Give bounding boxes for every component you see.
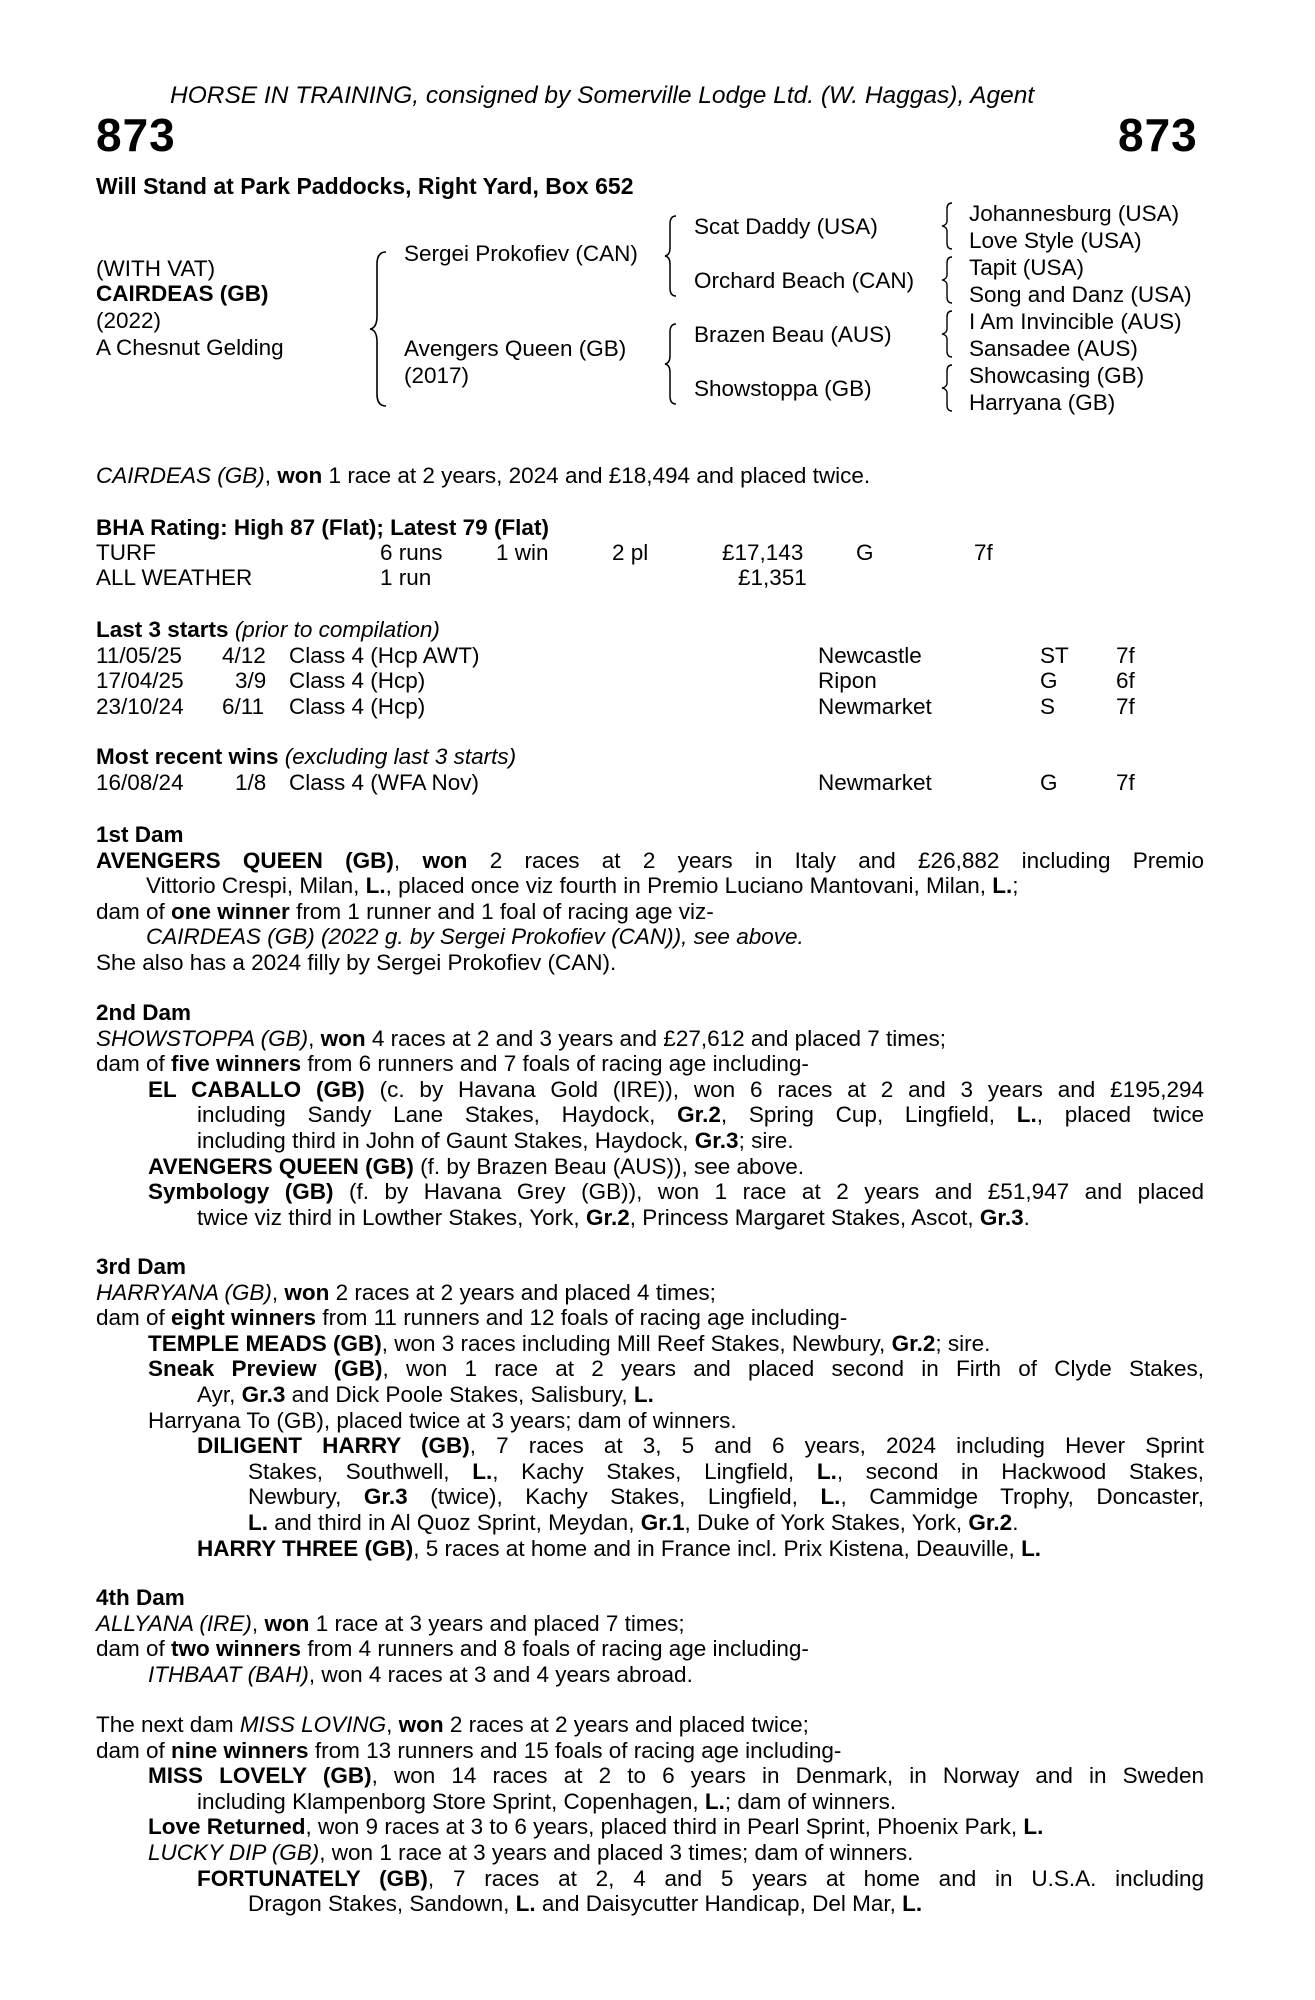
- text: .: [1023, 1204, 1030, 1230]
- text: , won 14 races at 2 to 6 years in Denmark, in Norway and in Sweden: [371, 1763, 1204, 1789]
- text: 1 race at 3 years and placed 7 times;: [309, 1610, 685, 1636]
- next-dam-section: [96, 1712, 1204, 1917]
- vat-note: (WITH VAT): [96, 256, 216, 281]
- text: , won 9 races at 3 to 6 years, placed third in Pearl Sprint, Phoenix Park,: [305, 1814, 1024, 1840]
- dam-line: AVENGERS QUEEN (GB), won 2 races at 2 years in Italy and £26,882 including Premio: [96, 847, 1204, 873]
- dam-sire: Brazen Beau (AUS): [694, 322, 892, 347]
- start-date: 11/05/25: [96, 643, 182, 668]
- sire-dam: Orchard Beach (CAN): [694, 268, 915, 293]
- winners-count: nine winners: [171, 1737, 309, 1763]
- dam-name: ALLYANA (IRE): [96, 1610, 252, 1636]
- text: from 6 runners and 7 foals of racing age including-: [301, 1051, 809, 1077]
- progeny-line: [96, 1179, 1204, 1205]
- text: twice viz third in Lowther Stakes, York,: [197, 1204, 586, 1230]
- gen3-3: Tapit (USA): [969, 255, 1085, 280]
- text: 2 races at 2 years and placed 4 times;: [329, 1279, 716, 1305]
- progeny-name: AVENGERS QUEEN (GB): [148, 1153, 414, 1179]
- text: , 5 races at home and in France incl. Prix Kistena, Deauville,: [413, 1535, 1022, 1561]
- winners-count: two winners: [171, 1636, 302, 1662]
- dam-line: [96, 1738, 1204, 1764]
- win-distance: 7f: [1116, 770, 1135, 795]
- section-title: 1st Dam: [96, 822, 184, 847]
- gen3-brace-2: [940, 255, 954, 305]
- start-position: 3/9: [235, 668, 267, 693]
- progeny-line: [96, 1814, 1204, 1840]
- listed-label: L.: [1021, 1535, 1042, 1561]
- start-course: Ripon: [818, 668, 877, 693]
- text: from 1 runner and 1 foal of racing age viz-: [289, 898, 714, 924]
- grade-label: Gr.3: [363, 1484, 408, 1510]
- text: , placed twice: [1036, 1102, 1205, 1128]
- won-label: won: [422, 847, 468, 873]
- progeny-line: [96, 1662, 1204, 1688]
- progeny-line: [96, 1789, 1204, 1815]
- progeny-name: MISS LOVELY (GB): [148, 1763, 372, 1789]
- gen3-brace-4: [940, 363, 954, 413]
- gen3-brace-1: [940, 201, 954, 251]
- start-date: 23/10/24: [96, 694, 184, 719]
- progeny-line: [96, 1433, 1204, 1459]
- win-course: Newmarket: [818, 770, 932, 795]
- text: , Spring Cup, Lingfield,: [720, 1102, 1017, 1128]
- progeny-line: [96, 1102, 1204, 1128]
- progeny-name: Sneak Preview (GB): [148, 1356, 383, 1382]
- listed-label: L.: [633, 1381, 654, 1407]
- listed-label: L.: [1016, 1102, 1037, 1128]
- text: , Kachy Stakes, Lingfield,: [492, 1458, 817, 1484]
- first-dam-section: [96, 822, 1204, 976]
- summary-won: won: [277, 463, 323, 488]
- fourth-dam-section: [96, 1585, 1204, 1687]
- win-class: Class 4 (WFA Nov): [289, 770, 480, 795]
- text: Stakes, Southwell,: [248, 1458, 473, 1484]
- recent-note: (excluding last 3 starts): [278, 744, 517, 769]
- start-date: 17/04/25: [96, 668, 184, 693]
- sire-sire: Scat Daddy (USA): [694, 214, 878, 239]
- start-going: G: [1040, 668, 1058, 693]
- listed-label: L.: [704, 1788, 725, 1814]
- gen3-6: Sansadee (AUS): [969, 336, 1138, 361]
- text: , won 1 race at 3 years and placed 3 times; dam of winners.: [319, 1839, 914, 1865]
- progeny-line: [96, 1382, 1204, 1408]
- text: ; sire.: [935, 1330, 991, 1356]
- text: including Klampenborg Store Sprint, Copenhagen,: [197, 1788, 705, 1814]
- text: from 4 runners and 8 foals of racing age including-: [301, 1636, 809, 1662]
- winners-count: one winner: [171, 898, 290, 924]
- text: .: [1012, 1509, 1019, 1535]
- win-date: 16/08/24: [96, 770, 184, 795]
- text: ,: [386, 1712, 399, 1737]
- text: 2 races at 2 years and placed twice;: [443, 1712, 809, 1737]
- rating-cell: 1 run: [380, 565, 432, 590]
- text: and Daisycutter Handicap, Del Mar,: [535, 1891, 903, 1917]
- start-position: 6/11: [222, 694, 265, 719]
- won-label: won: [320, 1025, 366, 1051]
- progeny-line: [96, 1536, 1204, 1562]
- recent-title: [96, 744, 516, 770]
- gen3-1: Johannesburg (USA): [969, 201, 1180, 226]
- progeny-line: [96, 1510, 1204, 1536]
- listed-label: L.: [248, 1509, 268, 1535]
- summary-sep: ,: [264, 463, 278, 488]
- main-brace: [368, 250, 390, 408]
- dam-line: ALLYANA (IRE), won 1 race at 3 years and placed 7 times;: [96, 1610, 685, 1636]
- rating-cell: ALL WEATHER: [96, 565, 253, 590]
- third-dam-section: [96, 1254, 1204, 1561]
- dam-name: SHOWSTOPPA (GB): [96, 1025, 309, 1051]
- text: , won 4 races at 3 and 4 years abroad.: [308, 1661, 693, 1687]
- text: dam of: [96, 1737, 172, 1763]
- dam-line: [96, 899, 1204, 925]
- gen3-8: Harryana (GB): [969, 390, 1116, 415]
- text: Ayr,: [197, 1381, 242, 1407]
- listed-label: L.: [992, 873, 1013, 899]
- dam-line: [96, 1051, 1204, 1077]
- rating-cell: 2 pl: [612, 540, 649, 565]
- text: , won 1 race at 2 years and placed second in Firth of Clyde Stakes,: [382, 1356, 1204, 1382]
- dam-name: HARRYANA (GB): [96, 1279, 272, 1305]
- listed-label: L.: [902, 1891, 923, 1917]
- last3-title-text: Last 3 starts: [96, 617, 229, 642]
- dam-line: [96, 1636, 1204, 1662]
- progeny-name: Love Returned: [148, 1814, 306, 1840]
- section-title: 2nd Dam: [96, 1000, 192, 1025]
- sire-brace: [663, 214, 679, 298]
- text: (c. by Havana Gold (IRE)), won 6 races at 2 and 3 years and £195,294: [364, 1076, 1204, 1102]
- text: (twice), Kachy Stakes, Lingfield,: [407, 1484, 821, 1510]
- dam-line: SHOWSTOPPA (GB), won 4 races at 2 and 3 years and £27,612 and placed 7 times;: [96, 1025, 947, 1051]
- rating-cell: TURF: [96, 540, 156, 565]
- grade-label: Gr.2: [891, 1330, 936, 1356]
- listed-label: L.: [816, 1458, 837, 1484]
- progeny-line: [96, 1840, 1204, 1866]
- recent-title-text: Most recent wins: [96, 744, 279, 769]
- text: (f. by Brazen Beau (AUS)), see above.: [413, 1153, 805, 1179]
- grade-label: Gr.1: [640, 1509, 685, 1535]
- dam-line: HARRYANA (GB), won 2 races at 2 years and placed 4 times;: [96, 1279, 716, 1305]
- horse-name: CAIRDEAS (GB): [96, 281, 269, 306]
- text: , placed once viz fourth in Premio Luciano Mantovani, Milan,: [385, 873, 993, 899]
- sire: Sergei Prokofiev (CAN): [404, 241, 638, 266]
- gen3-7: Showcasing (GB): [969, 363, 1145, 388]
- start-class: Class 4 (Hcp AWT): [289, 643, 480, 668]
- progeny-name: EL CABALLO (GB): [148, 1076, 365, 1102]
- rating-title: BHA Rating: High 87 (Flat); Latest 79 (Flat): [96, 515, 549, 540]
- start-class: Class 4 (Hcp): [289, 694, 426, 719]
- progeny-name: DILIGENT HARRY (GB): [197, 1433, 470, 1459]
- text: dam of: [96, 1051, 172, 1077]
- progeny-name: HARRY THREE (GB): [197, 1535, 414, 1561]
- progeny-name: TEMPLE MEADS (GB): [148, 1330, 382, 1356]
- progeny-line: [96, 1866, 1204, 1892]
- lot-number-left: 873: [96, 109, 176, 161]
- lot-number-right: 873: [1118, 109, 1198, 161]
- dam: Avengers Queen (GB): [404, 336, 627, 361]
- grade-label: Gr.3: [241, 1381, 286, 1407]
- progeny-line: [96, 1331, 1204, 1357]
- won-label: won: [398, 1712, 444, 1737]
- last3-title: [96, 617, 440, 643]
- progeny-line: CAIRDEAS (GB) (2022 g. by Sergei Prokofiev (CAN)), see above.: [146, 924, 804, 950]
- text: dam of: [96, 1636, 172, 1662]
- dam-brace: [663, 322, 679, 406]
- text: The next dam: [96, 1712, 240, 1737]
- section-title: 4th Dam: [96, 1585, 185, 1610]
- listed-label: L.: [820, 1484, 841, 1510]
- text: Newbury,: [248, 1484, 364, 1510]
- progeny-line: [96, 1205, 1204, 1231]
- race-summary: [96, 463, 870, 489]
- text: (f. by Havana Grey (GB)), won 1 race at 2 years and £51,947 and placed: [333, 1179, 1204, 1205]
- start-distance: 6f: [1116, 668, 1135, 693]
- gen3-brace-3: [940, 309, 954, 359]
- start-course: Newmarket: [818, 694, 932, 719]
- text: 2 races at 2 years in Italy and £26,882 including Premio: [467, 847, 1204, 873]
- progeny-name: LUCKY DIP (GB): [148, 1839, 320, 1865]
- dam-name: AVENGERS QUEEN (GB): [96, 847, 394, 873]
- second-dam-section: [96, 1000, 1204, 1230]
- dam-line: [96, 873, 1204, 899]
- gen3-5: I Am Invincible (AUS): [969, 309, 1182, 334]
- grade-label: Gr.3: [694, 1127, 739, 1153]
- text: dam of: [96, 898, 172, 924]
- last3-note: (prior to compilation): [228, 617, 440, 642]
- dam-year: (2017): [404, 363, 470, 388]
- text: , won 3 races including Mill Reef Stakes, Newbury,: [381, 1330, 892, 1356]
- rating-cell: £1,351: [738, 565, 807, 590]
- listed-label: L.: [365, 873, 386, 899]
- summary-rest: 1 race at 2 years, 2024 and £18,494 and placed twice.: [322, 463, 871, 488]
- rating-cell: £17,143: [722, 540, 804, 565]
- consignment-line: HORSE IN TRAINING, consigned by Somerville Lodge Ltd. (W. Haggas), Agent: [170, 82, 1035, 109]
- start-distance: 7f: [1116, 643, 1135, 668]
- rating-cell: 6 runs: [380, 540, 443, 565]
- listed-label: L.: [472, 1458, 493, 1484]
- grade-label: Gr.2: [968, 1509, 1013, 1535]
- winners-count: five winners: [171, 1051, 302, 1077]
- progeny-name: ITHBAAT (BAH): [148, 1661, 309, 1687]
- text: including third in John of Gaunt Stakes, Haydock,: [197, 1127, 695, 1153]
- text: from 11 runners and 12 foals of racing age including-: [316, 1305, 848, 1331]
- text: , 7 races at 3, 5 and 6 years, 2024 including Hever Sprint: [469, 1433, 1204, 1459]
- win-going: G: [1040, 770, 1058, 795]
- dam-dam: Showstoppa (GB): [694, 376, 872, 401]
- text: Dragon Stakes, Sandown,: [248, 1891, 516, 1917]
- dam-line: [96, 1305, 1204, 1331]
- dam-line: She also has a 2024 filly by Sergei Prokofiev (CAN).: [96, 949, 617, 975]
- horse-description: A Chesnut Gelding: [96, 335, 284, 360]
- progeny-line: [96, 1154, 1204, 1180]
- listed-label: L.: [1023, 1814, 1044, 1840]
- text: 4 races at 2 and 3 years and £27,612 and placed 7 times;: [365, 1025, 947, 1051]
- won-label: won: [284, 1279, 330, 1305]
- progeny-line: [96, 1459, 1204, 1485]
- progeny-line: [96, 1128, 1204, 1154]
- text: ; sire.: [738, 1127, 794, 1153]
- start-course: Newcastle: [818, 643, 922, 668]
- progeny-line: [96, 1356, 1204, 1382]
- progeny-line: [96, 1077, 1204, 1103]
- grade-label: Gr.3: [979, 1204, 1024, 1230]
- section-title: 3rd Dam: [96, 1254, 187, 1279]
- dam-line: [96, 1712, 1204, 1738]
- text: dam of: [96, 1305, 172, 1331]
- text: , second in Hackwood Stakes,: [836, 1458, 1204, 1484]
- text: , 7 races at 2, 4 and 5 years at home and in U.S.A. including: [427, 1865, 1204, 1891]
- rating-cell: 1 win: [496, 540, 549, 565]
- text: , Cammidge Trophy, Doncaster,: [840, 1484, 1204, 1510]
- win-position: 1/8: [235, 770, 267, 795]
- grade-label: Gr.2: [585, 1204, 630, 1230]
- listed-label: L.: [515, 1891, 536, 1917]
- start-going: ST: [1040, 643, 1069, 668]
- won-label: won: [264, 1610, 310, 1636]
- gen3-2: Love Style (USA): [969, 228, 1142, 253]
- start-class: Class 4 (Hcp): [289, 668, 426, 693]
- summary-name: CAIRDEAS (GB): [96, 463, 265, 488]
- grade-label: Gr.2: [677, 1102, 721, 1128]
- start-distance: 7f: [1116, 694, 1135, 719]
- text: and Dick Poole Stakes, Salisbury,: [285, 1381, 634, 1407]
- text: ;: [1012, 873, 1019, 899]
- progeny-line: Harryana To (GB), placed twice at 3 years; dam of winners.: [148, 1407, 737, 1433]
- stand-location: Will Stand at Park Paddocks, Right Yard, Box 652: [96, 173, 634, 199]
- winners-count: eight winners: [171, 1305, 317, 1331]
- text: including Sandy Lane Stakes, Haydock,: [197, 1102, 678, 1128]
- rating-cell: 7f: [974, 540, 993, 565]
- text: and third in Al Quoz Sprint, Meydan,: [268, 1509, 641, 1535]
- text: Vittorio Crespi, Milan,: [146, 873, 366, 899]
- gen3-4: Song and Danz (USA): [969, 282, 1192, 307]
- text: ; dam of winners.: [724, 1788, 897, 1814]
- progeny-line: [96, 1763, 1204, 1789]
- start-position: 4/12: [222, 643, 266, 668]
- progeny-line: [96, 1484, 1204, 1510]
- start-going: S: [1040, 694, 1056, 719]
- horse-year: (2022): [96, 308, 162, 333]
- dam-name: MISS LOVING: [239, 1712, 387, 1737]
- rating-cell: G: [856, 540, 874, 565]
- text: , Princess Margaret Stakes, Ascot,: [629, 1204, 980, 1230]
- progeny-line: [96, 1891, 1204, 1917]
- progeny-name: Symbology (GB): [148, 1179, 334, 1205]
- text: from 13 runners and 15 foals of racing age including-: [308, 1737, 842, 1763]
- text: , Duke of York Stakes, York,: [684, 1509, 969, 1535]
- progeny-name: FORTUNATELY (GB): [197, 1865, 428, 1891]
